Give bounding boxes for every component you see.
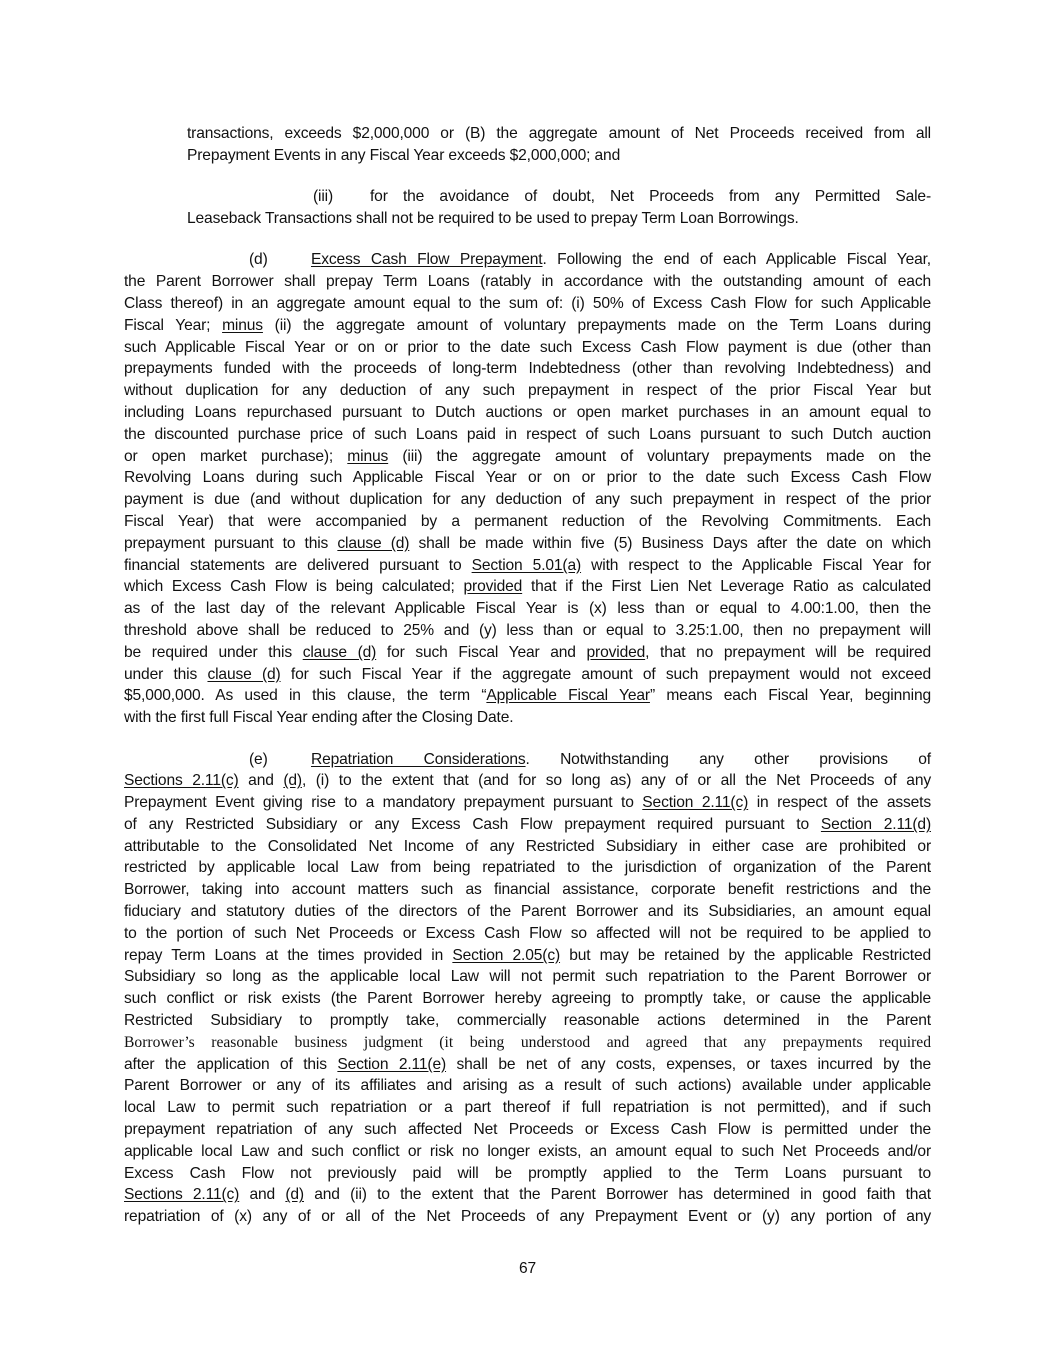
text-segment: Excess Cash Flow not previously paid will be promptly applied to the Term Loans pursuant to <box>124 1164 931 1182</box>
text-segment: $5,000,000. As used in this clause, the term “ <box>124 687 487 705</box>
text-line <box>124 208 931 230</box>
text-line <box>124 620 931 642</box>
cross-reference: clause (d) <box>337 534 410 552</box>
text-segment: but may be retained by the applicable Restricted <box>560 946 931 964</box>
text-line <box>124 1184 931 1206</box>
text-segment: ” means each Fiscal Year, beginning <box>649 687 931 705</box>
text-line <box>124 598 931 620</box>
text-segment: (ii) the aggregate amount of voluntary prepayments made on the Term Loans during <box>262 316 931 334</box>
text-line <box>124 337 931 359</box>
text-line <box>124 1119 931 1141</box>
text-segment: local Law to permit such repatriation or a part thereof if full repatriation is not permitted), and if such <box>124 1099 931 1117</box>
text-line <box>124 749 931 771</box>
text-segment: which Excess Cash Flow is being calculated; <box>124 578 464 596</box>
cross-reference: (d) <box>283 772 302 790</box>
cross-reference: Sections 2.11(c) <box>124 772 239 790</box>
text-segment: Class thereof) in an aggregate amount equal to the sum of: (i) 50% of Excess Cash Flow for such Applicable <box>124 294 931 312</box>
text-line <box>124 1141 931 1163</box>
text-segment: for such Fiscal Year if the aggregate amount of such prepayment would not exceed <box>280 665 931 683</box>
text-segment: without duplication for any deduction of any such prepayment in respect of the prior Fiscal Year but <box>124 382 931 400</box>
text-segment: Restricted Subsidiary to promptly take, commercially reasonable actions determined in the Parent <box>124 1012 931 1030</box>
text-segment: prepayment repatriation of any such affected Net Proceeds or Excess Cash Flow is permitted under the <box>124 1121 931 1139</box>
text-line <box>124 358 931 380</box>
text-segment: repatriation of (x) any of or all of the Net Proceeds of any Prepayment Event or (y) any portion of any <box>124 1208 931 1226</box>
text-line <box>124 707 931 729</box>
text-line <box>124 424 931 446</box>
text-line <box>124 1010 931 1032</box>
text-segment: with respect to the Applicable Fiscal Year for <box>581 556 931 574</box>
cross-reference: (d) <box>285 1186 304 1204</box>
text-segment: including Loans repurchased pursuant to Dutch auctions or open market purchases in an amount equal to <box>124 403 931 421</box>
text-segment: Fiscal Year) that were accompanied by a permanent reduction of the Revolving Commitments. Each <box>124 512 931 530</box>
text-segment: or open market purchase); <box>124 447 348 465</box>
text-segment: (iii) the aggregate amount of voluntary prepayments made on the <box>388 447 931 465</box>
page-number: 67 <box>518 1260 537 1277</box>
text-segment: prepayments funded with the proceeds of long-term Indebtedness (other than revolving Indebtedness) and <box>124 360 931 378</box>
text-line <box>124 814 931 836</box>
text-segment: under this <box>124 665 208 683</box>
text-line <box>124 555 931 577</box>
text-segment: Prepayment Event giving rise to a mandatory prepayment pursuant to <box>124 794 643 812</box>
text-line <box>124 467 931 489</box>
text-segment: , that no prepayment will be required <box>645 643 931 661</box>
cross-reference: Section 2.05(c) <box>452 946 561 964</box>
text-line <box>124 315 931 337</box>
text-line <box>124 446 931 468</box>
clause-label: (iii) <box>313 188 334 206</box>
text-segment: Borrower, taking into account matters such as financial assistance, corporate benefit restrictions and the <box>124 881 931 899</box>
text-segment: the Parent Borrower shall prepay Term Loans (ratably in accordance with the outstanding amount of each <box>124 273 931 291</box>
cross-reference: minus <box>347 447 389 465</box>
text-line <box>124 489 931 511</box>
text-line <box>124 380 931 402</box>
text-segment: . Notwithstanding any other provisions of <box>525 750 931 768</box>
text-segment: transactions, exceeds $2,000,000 or (B) the aggregate amount of Net Proceeds received from all <box>187 125 931 142</box>
text-segment: Fiscal Year; <box>124 316 223 334</box>
text-segment: shall be net of any costs, expenses, or taxes incurred by the <box>446 1055 931 1073</box>
text-line <box>124 966 931 988</box>
text-segment: . Following the end of each Applicable Fiscal Year, <box>542 251 931 269</box>
cross-reference: provided <box>586 643 646 661</box>
text-segment: repay Term Loans at the times provided in <box>124 946 453 964</box>
text-line <box>124 271 931 293</box>
text-line <box>124 792 931 814</box>
document-page <box>124 123 931 1228</box>
text-segment: and <box>239 1186 286 1204</box>
text-segment: prepayment pursuant to this <box>124 534 338 552</box>
text-segment: for the avoidance of doubt, Net Proceeds from any Permitted Sale- <box>370 188 931 206</box>
text-segment: and <box>238 772 284 790</box>
text-line <box>124 770 931 792</box>
text-line <box>124 901 931 923</box>
text-segment: shall be made within five (5) Business Days after the date on which <box>409 534 932 552</box>
text-segment: payment is due (and without duplication for any deduction of any such prepayment in respect of the prior <box>124 491 931 509</box>
text-segment: with the first full Fiscal Year ending after the Closing Date. <box>124 709 514 727</box>
text-line <box>124 836 931 858</box>
text-segment: fiduciary and statutory duties of the directors of the Parent Borrower and its Subsidiaries, an amount equal <box>124 903 931 921</box>
text-line <box>124 1075 931 1097</box>
text-segment: Leaseback Transactions shall not be required to be used to prepay Term Loan Borrowings. <box>187 209 799 227</box>
cross-reference: Section 5.01(a) <box>471 556 582 574</box>
text-line <box>124 1097 931 1119</box>
text-line <box>124 1206 931 1228</box>
paragraph-clause-c-ii-tail <box>124 123 931 167</box>
cross-reference: Section 2.11(c) <box>642 794 749 812</box>
text-segment: as of the last day of the relevant Applicable Fiscal Year is (x) less than or equal to 4.00:1.00, then the <box>124 600 931 618</box>
text-line <box>124 664 931 686</box>
text-line <box>124 576 931 598</box>
text-segment: in respect of the assets <box>748 794 931 812</box>
paragraph-clause-c-iii <box>124 186 931 230</box>
text-line <box>124 186 931 208</box>
text-segment: Revolving Loans during such Applicable Fiscal Year or on or prior to the date such Excess Cash Flow <box>124 469 931 487</box>
text-segment: Prepayment Events in any Fiscal Year exceeds $2,000,000; and <box>187 146 621 164</box>
text-segment: the discounted purchase price of such Loans paid in respect of such Loans pursuant to such Dutch auction <box>124 425 931 443</box>
text-segment: such Applicable Fiscal Year or on or prior to the date such Excess Cash Flow payment is due (other than <box>124 338 931 356</box>
text-segment: Subsidiary so long as the applicable local Law will not permit such repatriation to the Parent Borrower or <box>124 968 931 986</box>
cross-reference: minus <box>222 316 263 334</box>
text-line <box>124 533 931 555</box>
text-segment: and (ii) to the extent that the Parent Borrower has determined in good faith that <box>303 1186 931 1204</box>
text-line <box>124 511 931 533</box>
cross-reference: Sections 2.11(c) <box>124 1186 240 1204</box>
cross-reference: Section 2.11(e) <box>337 1055 447 1073</box>
text-segment: be required under this <box>124 643 303 661</box>
cross-reference: Excess Cash Flow Prepayment <box>311 251 543 269</box>
text-segment: , (i) to the extent that (and for so long as) any of or all the Net Proceeds of any <box>301 772 931 790</box>
cross-reference: Repatriation Considerations <box>311 750 526 768</box>
cross-reference: provided <box>463 578 523 596</box>
text-line <box>124 857 931 879</box>
paragraph-clause-e <box>124 749 931 1229</box>
text-segment: for such Fiscal Year and <box>376 643 587 661</box>
text-segment: of any Restricted Subsidiary or any Excess Cash Flow prepayment required pursuant to <box>124 815 821 833</box>
text-segment: to the portion of such Net Proceeds or Excess Cash Flow so affected will not be required to be applied to <box>124 924 931 942</box>
text-segment: attributable to the Consolidated Net Income of any Restricted Subsidiary in either case are prohibited or <box>124 837 931 855</box>
clause-label: (e) <box>249 750 268 768</box>
text-line <box>124 642 931 664</box>
cross-reference: clause (d) <box>207 665 281 683</box>
text-line <box>124 945 931 967</box>
paragraph-clause-d <box>124 249 931 729</box>
text-line <box>124 293 931 315</box>
text-line <box>124 402 931 424</box>
text-segment: Borrower’s reasonable business judgment (it being understood and agreed that any prepayments required <box>124 1033 931 1051</box>
text-line <box>124 1054 931 1076</box>
text-segment: after the application of this <box>124 1055 338 1073</box>
cross-reference: clause (d) <box>302 643 377 661</box>
cross-reference: Applicable Fiscal Year <box>486 687 650 705</box>
text-line <box>124 123 931 145</box>
text-segment: applicable local Law and such conflict or risk no longer exists, an amount equal to such Net Proceeds and/or <box>124 1142 931 1160</box>
text-segment: such conflict or risk exists (the Parent Borrower hereby agreeing to promptly take, or cause the applicable <box>124 990 931 1008</box>
text-line <box>124 923 931 945</box>
text-line <box>124 1032 931 1054</box>
text-line <box>124 685 931 707</box>
text-segment: Parent Borrower or any of its affiliates and arising as a result of such actions) available under applicable <box>124 1077 931 1095</box>
text-segment: that if the First Lien Net Leverage Ratio as calculated <box>522 578 931 596</box>
text-segment: threshold above shall be reduced to 25% and (y) less than or equal to 3.25:1.00, then no prepayment will <box>124 621 931 639</box>
cross-reference: Section 2.11(d) <box>820 815 931 833</box>
text-line <box>124 249 931 271</box>
text-segment: restricted by applicable local Law from being repatriated to the jurisdiction of organization of the Parent <box>124 859 931 877</box>
text-line <box>124 145 931 167</box>
text-line <box>124 879 931 901</box>
text-line <box>124 988 931 1010</box>
text-line <box>124 1163 931 1185</box>
clause-label: (d) <box>249 251 268 269</box>
text-segment: financial statements are delivered pursuant to <box>124 556 472 574</box>
